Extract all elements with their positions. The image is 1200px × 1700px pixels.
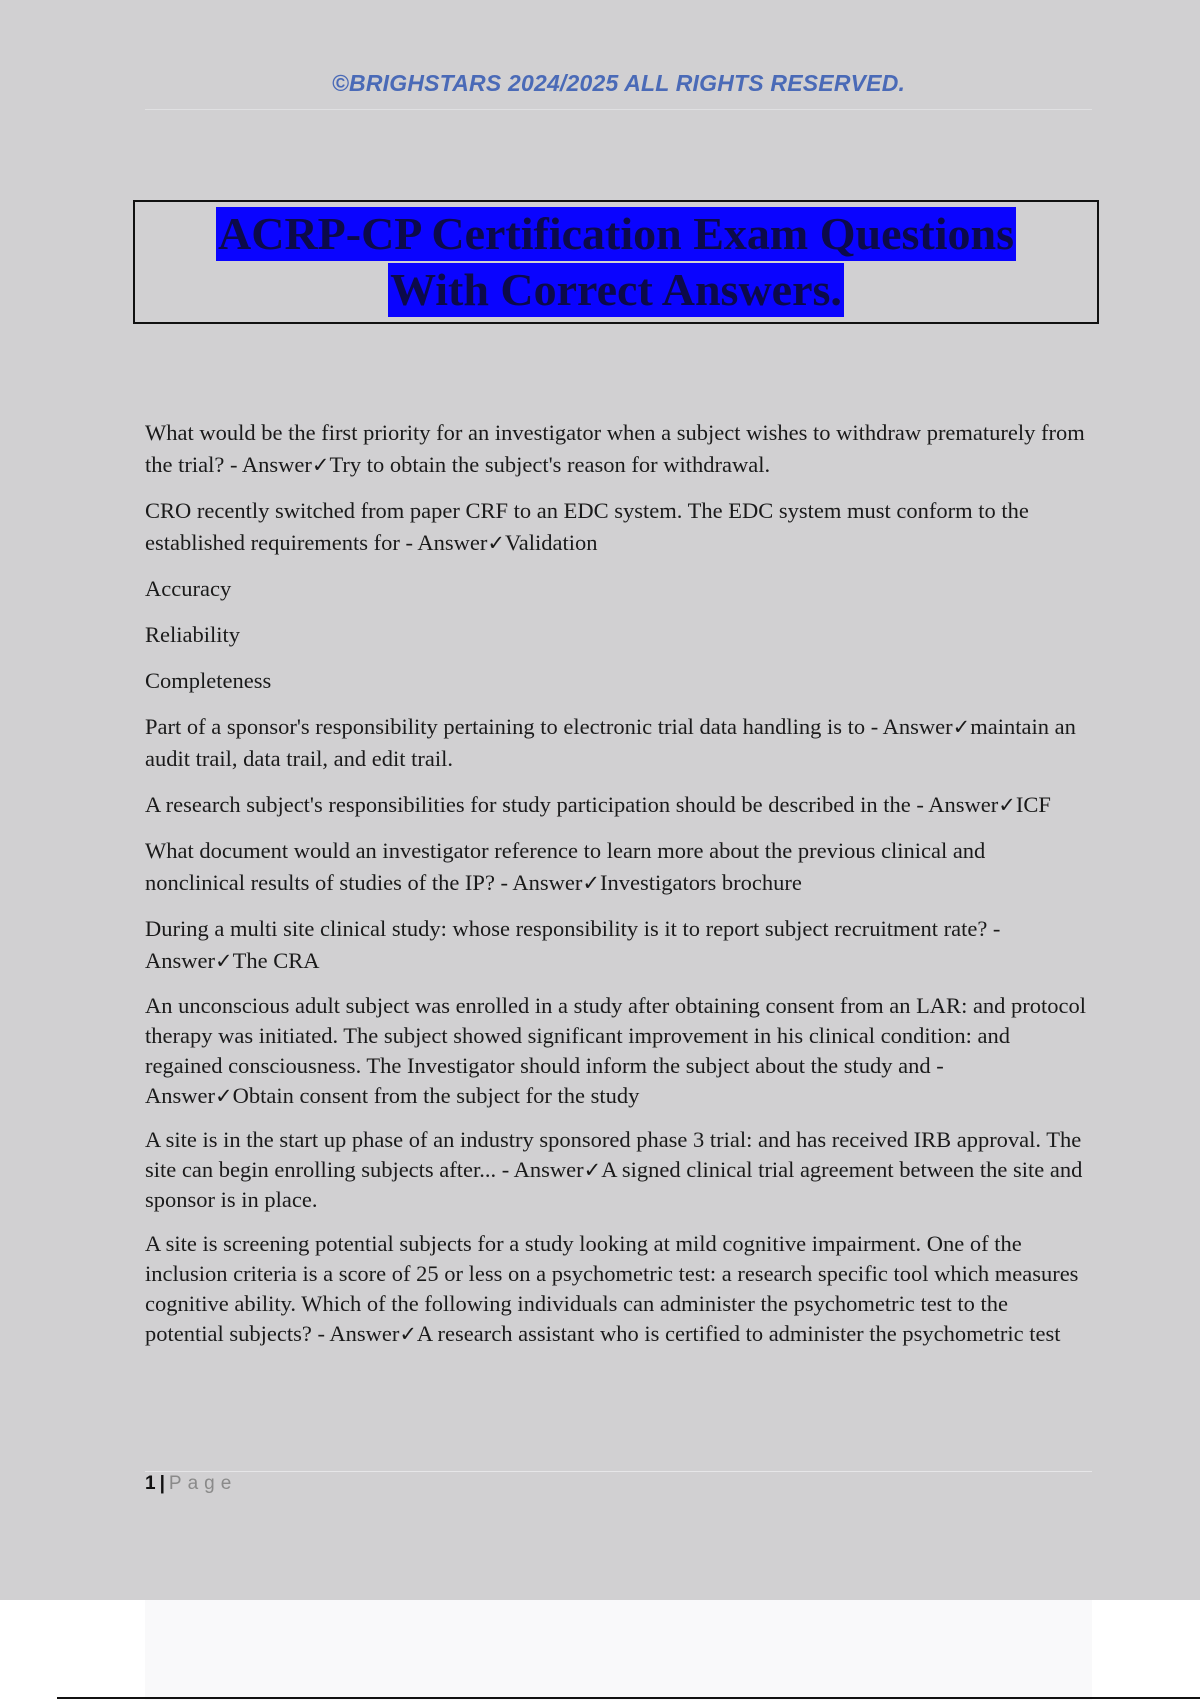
check-icon: ✓ bbox=[952, 715, 971, 739]
answer-text: maintain an audit trail, data trail, and edit trail. bbox=[145, 714, 1076, 771]
question-text: CRO recently switched from paper CRF to an EDC system. The EDC system must conform to the established requirements for - Answer bbox=[145, 498, 1029, 555]
qa-item bbox=[145, 991, 1090, 1111]
answer-extra-line: Completeness bbox=[145, 668, 272, 693]
copyright-header: ©BRIGHSTARS 2024/2025 ALL RIGHTS RESERVED. bbox=[331, 70, 906, 96]
next-page-top bbox=[145, 1600, 1092, 1700]
answer-text: Obtain consent from the subject for the study bbox=[232, 1083, 640, 1108]
qa-content bbox=[145, 417, 1090, 1363]
check-icon: ✓ bbox=[399, 1322, 417, 1346]
answer-text: A signed clinical trial agreement between the site and sponsor is in place. bbox=[145, 1157, 1083, 1212]
footer-separator: | bbox=[159, 1473, 165, 1494]
qa-item bbox=[145, 1125, 1090, 1215]
question-text: An unconscious adult subject was enrolled in a study after obtaining consent from an LAR: and protocol therapy was initiated. The subject showed significant improvement in his clinical condition: and regained consciousness. The Investigator should inform the subject about the study and - Answer bbox=[145, 993, 1087, 1108]
check-icon: ✓ bbox=[311, 453, 330, 477]
check-icon: ✓ bbox=[998, 793, 1016, 817]
page-footer bbox=[145, 1473, 237, 1495]
question-text: A site is screening potential subjects for a study looking at mild cognitive impairment. One of the inclusion criteria is a score of 25 or less on a psychometric test: a research specific tool which measures cognitive ability. Which of the following individuals can administer the psychometric test to the potential subjects? - Answer bbox=[145, 1231, 1079, 1346]
question-text: During a multi site clinical study: whose responsibility is it to report subject recruitment rate? - Answer bbox=[145, 916, 1001, 973]
page-word: Page bbox=[168, 1473, 238, 1494]
check-icon: ✓ bbox=[583, 1158, 602, 1182]
answer-text: ICF bbox=[1015, 792, 1051, 817]
answer-text: A research assistant who is certified to administer the psychometric test bbox=[416, 1321, 1061, 1346]
title-box bbox=[133, 200, 1099, 324]
check-icon: ✓ bbox=[214, 1084, 233, 1108]
answer-extra-line: Accuracy bbox=[145, 576, 232, 601]
qa-item bbox=[145, 913, 1090, 977]
question-text: What would be the first priority for an investigator when a subject wishes to withdraw prematurely from the trial? - Answer bbox=[145, 420, 1085, 477]
footer-divider bbox=[145, 1471, 1092, 1472]
header-divider bbox=[145, 109, 1092, 110]
question-text: What document would an investigator reference to learn more about the previous clinical and nonclinical results of studies of the IP? - Answer bbox=[145, 838, 986, 895]
bottom-divider bbox=[57, 1697, 1200, 1699]
check-icon: ✓ bbox=[214, 949, 233, 973]
answer-text: Investigators brochure bbox=[600, 870, 802, 895]
qa-item bbox=[145, 1229, 1090, 1349]
qa-item bbox=[145, 495, 1090, 559]
title-line-1: ACRP-CP Certification Exam Questions bbox=[218, 208, 1014, 259]
question-text: A site is in the start up phase of an industry sponsored phase 3 trial: and has received IRB approval. The site can begin enrolling subjects after... - Answer bbox=[145, 1127, 1082, 1182]
qa-item bbox=[145, 835, 1090, 899]
qa-item bbox=[145, 417, 1090, 481]
answer-text: Try to obtain the subject's reason for withdrawal. bbox=[329, 452, 771, 477]
page-number: 1 bbox=[145, 1473, 156, 1494]
answer-text: The CRA bbox=[232, 948, 320, 973]
qa-item bbox=[145, 711, 1090, 775]
question-text: Part of a sponsor's responsibility pertaining to electronic trial data handling is to - Answer bbox=[145, 714, 953, 739]
check-icon: ✓ bbox=[487, 531, 506, 555]
qa-item bbox=[145, 789, 1090, 821]
question-text: A research subject's responsibilities for study participation should be described in the - Answer bbox=[145, 792, 999, 817]
answer-extra-line: Reliability bbox=[145, 622, 240, 647]
check-icon: ✓ bbox=[582, 871, 601, 895]
answer-text: Validation bbox=[505, 530, 598, 555]
title-line-2: With Correct Answers. bbox=[390, 264, 842, 315]
